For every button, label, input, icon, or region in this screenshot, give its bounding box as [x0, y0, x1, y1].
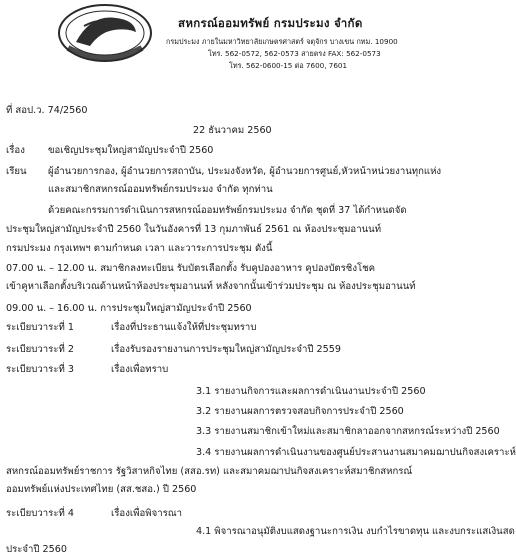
agenda-item-3-4-cont-1: สหกรณ์ออมทรัพย์ราชการ รัฐวิสาหกิจไทย (สสอ.รท) และสมาคมฌาปนกิจสงเคราะห์สมาชิกสหกรณ์: [6, 466, 413, 477]
cooperative-logo-icon: [56, 2, 154, 64]
subject-text: ขอเชิญประชุมใหญ่สามัญประจำปี 2560: [48, 145, 214, 156]
reference-number: ที่ สอป.ว. 74/2560: [6, 105, 88, 116]
org-phone-fax: โทร. 562-0572, 562-0573 สายตรง FAX: 562-0573: [208, 49, 381, 58]
agenda-item-3-4: 3.4 รายงานผลการดำเนินงานของศูนย์ประสานงานสมาคมฌาปนกิจสงเคราะห์: [196, 447, 516, 458]
org-address: กรมประมง ภายในมหาวิทยาลัยเกษตรศาสตร์ จตุจักร บางเขน กทม. 10900: [166, 37, 398, 46]
schedule-registration-line-2: เข้าคูหาเลือกตั้งบริเวณด้านหน้าห้องประชุมอานนท์ หลังจากนั้นเข้าร่วมประชุม ณ ห้องประชุมอานนท์: [6, 281, 416, 292]
to-label: เรียน: [6, 166, 27, 177]
agenda-4-text: เรื่องเพื่อพิจารณา: [111, 508, 183, 519]
body-line-3: กรมประมง กรุงเทพฯ ตามกำหนด เวลา และวาระการประชุม ดังนี้: [6, 243, 273, 254]
agenda-1-text: เรื่องที่ประธานแจ้งให้ที่ประชุมทราบ: [111, 322, 257, 333]
to-line-1: ผู้อำนวยการกอง, ผู้อำนวยการสถาบัน, ประมงจังหวัด, ผู้อำนวยการศูนย์,หัวหน้าหน่วยงานทุกแห่ง: [48, 166, 442, 177]
agenda-4-label: ระเบียบวาระที่ 4: [6, 508, 74, 519]
letter-date: 22 ธันวาคม 2560: [193, 125, 272, 136]
agenda-3-label: ระเบียบวาระที่ 3: [6, 364, 74, 375]
agenda-item-3-2: 3.2 รายงานผลการตรวจสอบกิจการประจำปี 2560: [196, 406, 404, 417]
body-line-1: ด้วยคณะกรรมการดำเนินการสหกรณ์ออมทรัพย์กรมประมง จำกัด ชุดที่ 37 ได้กำหนดจัด: [48, 205, 407, 216]
schedule-registration-line-1: 07.00 น. – 12.00 น. สมาชิกลงทะเบียน รับบัตรเลือกตั้ง รับคูปองอาหาร คูปองบัตรชิงโชค: [6, 263, 376, 274]
agenda-item-3-3: 3.3 รายงานสมาชิกเข้าใหม่และสมาชิกลาออกจากสหกรณ์ระหว่างปี 2560: [196, 426, 500, 437]
agenda-item-3-1: 3.1 รายงานกิจการและผลการดำเนินงานประจำปี 2560: [196, 386, 426, 397]
agenda-item-3-4-cont-2: ออมทรัพย์แห่งประเทศไทย (สส.ชสอ.) ปี 2560: [6, 484, 197, 495]
body-line-2: ประชุมใหญ่สามัญประจำปี 2560 ในวันอังคารที่ 13 กุมภาพันธ์ 2561 ณ ห้องประชุมอานนท์: [6, 224, 382, 235]
agenda-3-text: เรื่องเพื่อทราบ: [111, 364, 169, 375]
subject-label: เรื่อง: [6, 145, 25, 156]
org-name: สหกรณ์ออมทรัพย์ กรมประมง จำกัด: [178, 16, 363, 30]
agenda-item-4-1-cont: ประจำปี 2560: [6, 544, 67, 555]
agenda-item-4-1: 4.1 พิจารณาอนุมัติงบแสดงฐานะการเงิน งบกำไรขาดทุน และงบกระแสเงินสด: [196, 526, 515, 537]
agenda-1-label: ระเบียบวาระที่ 1: [6, 322, 74, 333]
agenda-2-text: เรื่องรับรองรายงานการประชุมใหญ่สามัญประจำปี 2559: [111, 344, 341, 355]
org-phone-ext: โทร. 562-0600-15 ต่อ 7600, 7601: [229, 61, 348, 70]
agenda-2-label: ระเบียบวาระที่ 2: [6, 344, 74, 355]
to-line-2: และสมาชิกสหกรณ์ออมทรัพย์กรมประมง จำกัด ทุกท่าน: [48, 184, 273, 195]
schedule-meeting: 09.00 น. – 16.00 น. การประชุมใหญ่สามัญประจำปี 2560: [6, 303, 252, 314]
